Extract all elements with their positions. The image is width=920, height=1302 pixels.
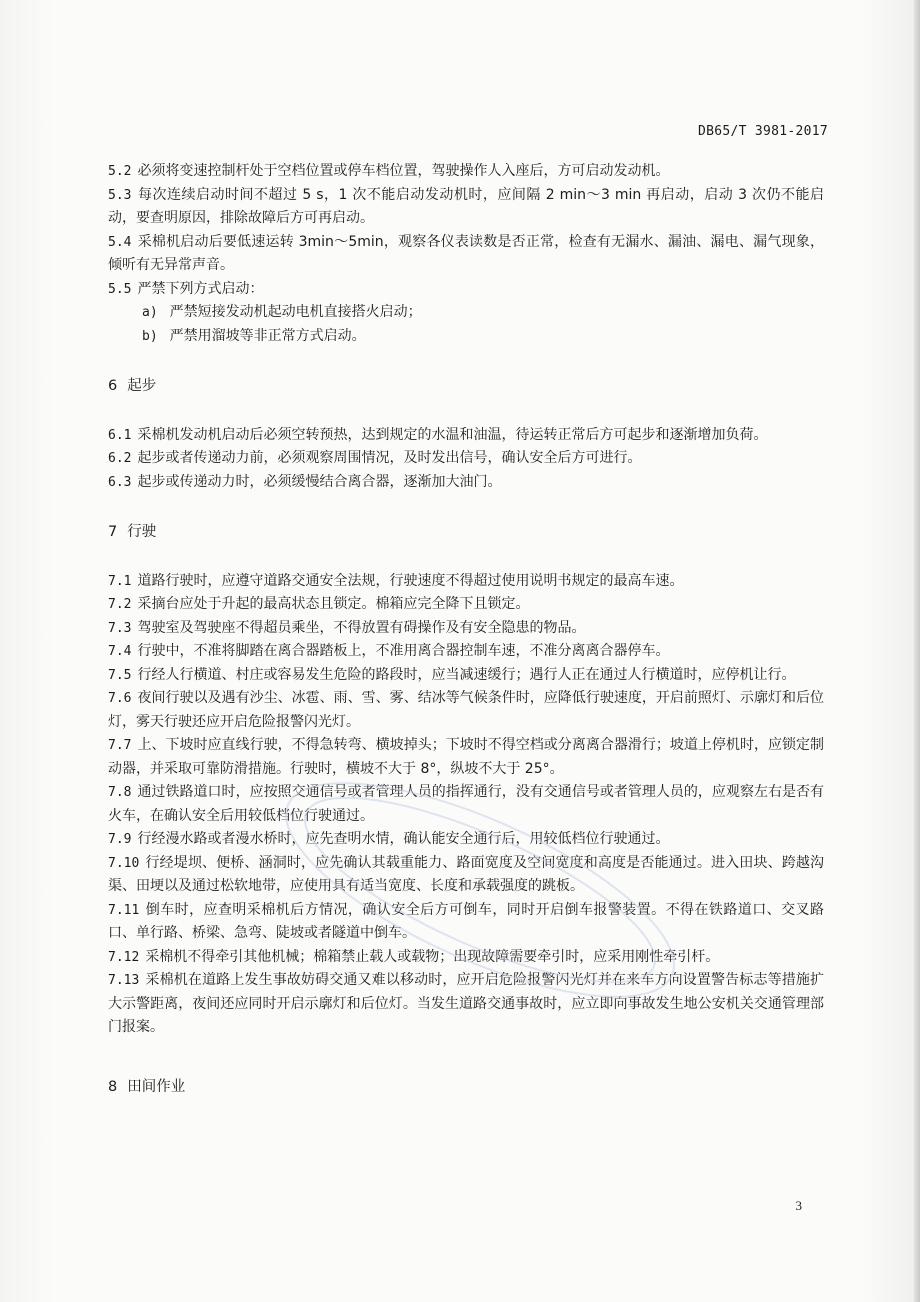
section-number: 6 xyxy=(108,378,118,394)
clause-text: 行经漫水路或者漫水桥时，应先查明水情，确认能安全通行后，用较低档位行驶通过。 xyxy=(137,831,670,847)
list-text: 严禁短接发动机起动电机直接搭火启动； xyxy=(169,304,422,320)
document-body xyxy=(108,160,824,1099)
clause-6-2 xyxy=(108,447,824,471)
clause-text: 行经人行横道、村庄或容易发生危险的路段时，应当减速缓行；遇行人正在通过人行横道时，应停机让行。 xyxy=(137,666,796,683)
clause-6-1 xyxy=(108,424,824,448)
clause-text: 采棉机不得牵引其他机械；棉箱禁止载人或载物；出现故障需要牵引时，应采用刚性牵引杆。 xyxy=(145,948,720,965)
list-marker: b) xyxy=(142,328,158,344)
clause-text: 驾驶室及驾驶座不得超员乘坐，不得放置有碍操作及有安全隐患的物品。 xyxy=(137,619,586,636)
standard-code: DB65/T 3981-2017 xyxy=(697,124,828,139)
clause-text: 采棉机发动机启动后必须空转预热，达到规定的水温和油温，待运转正常后方可起步和逐渐增加负荷。 xyxy=(137,426,768,443)
clause-text: 通过铁路道口时，应按照交通信号或者管理人员的指挥通行，没有交通信号或者管理人员的，应观察左右是否有火车，在确认安全后用较低档位行驶通过。 xyxy=(108,784,824,824)
clause-number: 5.2 xyxy=(108,164,132,179)
clause-7-1 xyxy=(108,570,824,594)
clause-7-7 xyxy=(108,734,824,781)
clause-7-2 xyxy=(108,593,824,617)
section-heading-6 xyxy=(108,375,824,399)
clause-text: 采棉机在道路上发生事故妨碍交通又难以移动时，应开启危险报警闪光灯并在来车方向设置警告标志等措施扩大示警距离，夜间还应同时开启示廓灯和后位灯。当发生道路交通事故时，应立即向事故发生地公安机关交通管理部门报案。 xyxy=(108,972,824,1035)
clause-7-12 xyxy=(108,946,824,970)
section-title: 田间作业 xyxy=(127,1078,186,1095)
clause-number: 7.8 xyxy=(108,785,132,800)
section-number: 7 xyxy=(108,524,118,540)
clause-number: 7.10 xyxy=(108,855,140,871)
clause-text: 每次连续启动时间不超过 5 s，1 次不能启动发动机时，应间隔 2 min～3 min 再启动，启动 3 次仍不能启动，要查明原因，排除故障后方可再启动。 xyxy=(108,186,824,226)
clause-number: 7.12 xyxy=(108,949,140,965)
clause-number: 7.9 xyxy=(108,832,132,847)
clause-number: 6.3 xyxy=(108,474,132,490)
clause-7-6 xyxy=(108,687,824,734)
clause-number: 7.5 xyxy=(108,667,132,683)
clause-number: 7.4 xyxy=(108,644,132,659)
clause-7-4 xyxy=(108,640,824,664)
clause-text: 夜间行驶以及遇有沙尘、冰雹、雨、雪、雾、结冰等气候条件时，应降低行驶速度，开启前照灯、示廓灯和后位灯，雾天行驶还应开启危险报警闪光灯。 xyxy=(108,690,824,730)
section-heading-8 xyxy=(108,1076,824,1100)
clause-number: 7.1 xyxy=(108,573,132,589)
clause-text: 上、下坡时应直线行驶，不得急转弯、横坡掉头；下坡时不得空档或分离离合器滑行；坡道上停机时，应锁定制动器，并采取可靠防滑措施。行驶时，横坡不大于 8°，纵坡不大于 25°。 xyxy=(108,737,824,777)
page-number: 3 xyxy=(795,1198,802,1213)
clause-number: 7.13 xyxy=(108,973,140,988)
clause-text: 起步或者传递动力前，必须观察周围情况，及时发出信号，确认安全后方可进行。 xyxy=(137,450,642,466)
clause-text: 采棉机启动后要低速运转 3min～5min，观察各仪表读数是否正常，检查有无漏水、漏油、漏电、漏气现象，倾听有无异常声音。 xyxy=(108,233,824,273)
clause-number: 5.5 xyxy=(108,281,132,297)
section-title: 起步 xyxy=(127,378,157,394)
clause-7-8 xyxy=(108,781,824,828)
clause-number: 6.2 xyxy=(108,451,132,466)
clause-number: 5.3 xyxy=(108,187,132,203)
clause-text: 行驶中，不准将脚踏在离合器踏板上，不准用离合器控制车速，不准分离离合器停车。 xyxy=(137,643,670,659)
clause-7-13 xyxy=(108,969,824,1040)
list-text: 严禁用溜坡等非正常方式启动。 xyxy=(169,327,366,344)
clause-number: 5.4 xyxy=(108,234,132,250)
clause-number: 7.11 xyxy=(108,902,140,918)
clause-text: 倒车时，应查明采棉机后方情况，确认安全后方可倒车，同时开启倒车报警装置。不得在铁路道口、交叉路口、单行路、桥梁、急弯、陡坡或者隧道中倒车。 xyxy=(108,901,824,941)
clause-number: 7.6 xyxy=(108,691,132,706)
clause-text: 必须将变速控制杆处于空档位置或停车档位置，驾驶操作人入座后，方可启动发动机。 xyxy=(137,163,670,179)
section-title: 行驶 xyxy=(127,524,157,540)
list-item-b xyxy=(108,325,824,349)
list-marker: a) xyxy=(142,305,158,320)
clause-5-5 xyxy=(108,278,824,302)
section-heading-7 xyxy=(108,521,824,545)
list-item-a xyxy=(108,301,824,325)
clause-7-5 xyxy=(108,664,824,688)
clause-7-3 xyxy=(108,617,824,641)
clause-5-3 xyxy=(108,184,824,231)
clause-7-9 xyxy=(108,828,824,852)
page-edge xyxy=(914,0,920,1302)
clause-6-3 xyxy=(108,471,824,495)
clause-7-10 xyxy=(108,852,824,899)
clause-text: 严禁下列方式启动： xyxy=(137,280,264,297)
clause-text: 行经堤坝、便桥、涵洞时，应先确认其载重能力、路面宽度及空间宽度和高度是否能通过。进入田块、跨越沟渠、田埂以及通过松软地带，应使用具有适当宽度、长度和承载强度的跳板。 xyxy=(108,854,824,894)
clause-text: 采摘台应处于升起的最高状态且锁定。棉箱应完全降下且锁定。 xyxy=(137,596,530,612)
clause-5-4 xyxy=(108,231,824,278)
clause-number: 6.1 xyxy=(108,427,132,443)
clause-number: 7.7 xyxy=(108,738,132,753)
clause-5-2 xyxy=(108,160,824,184)
clause-number: 7.3 xyxy=(108,620,132,636)
clause-text: 起步或传递动力时，必须缓慢结合离合器，逐渐加大油门。 xyxy=(137,473,502,490)
clause-number: 7.2 xyxy=(108,597,132,612)
clause-7-11 xyxy=(108,899,824,946)
section-number: 8 xyxy=(108,1078,118,1095)
clause-text: 道路行驶时，应遵守道路交通安全法规，行驶速度不得超过使用说明书规定的最高车速。 xyxy=(137,572,684,589)
